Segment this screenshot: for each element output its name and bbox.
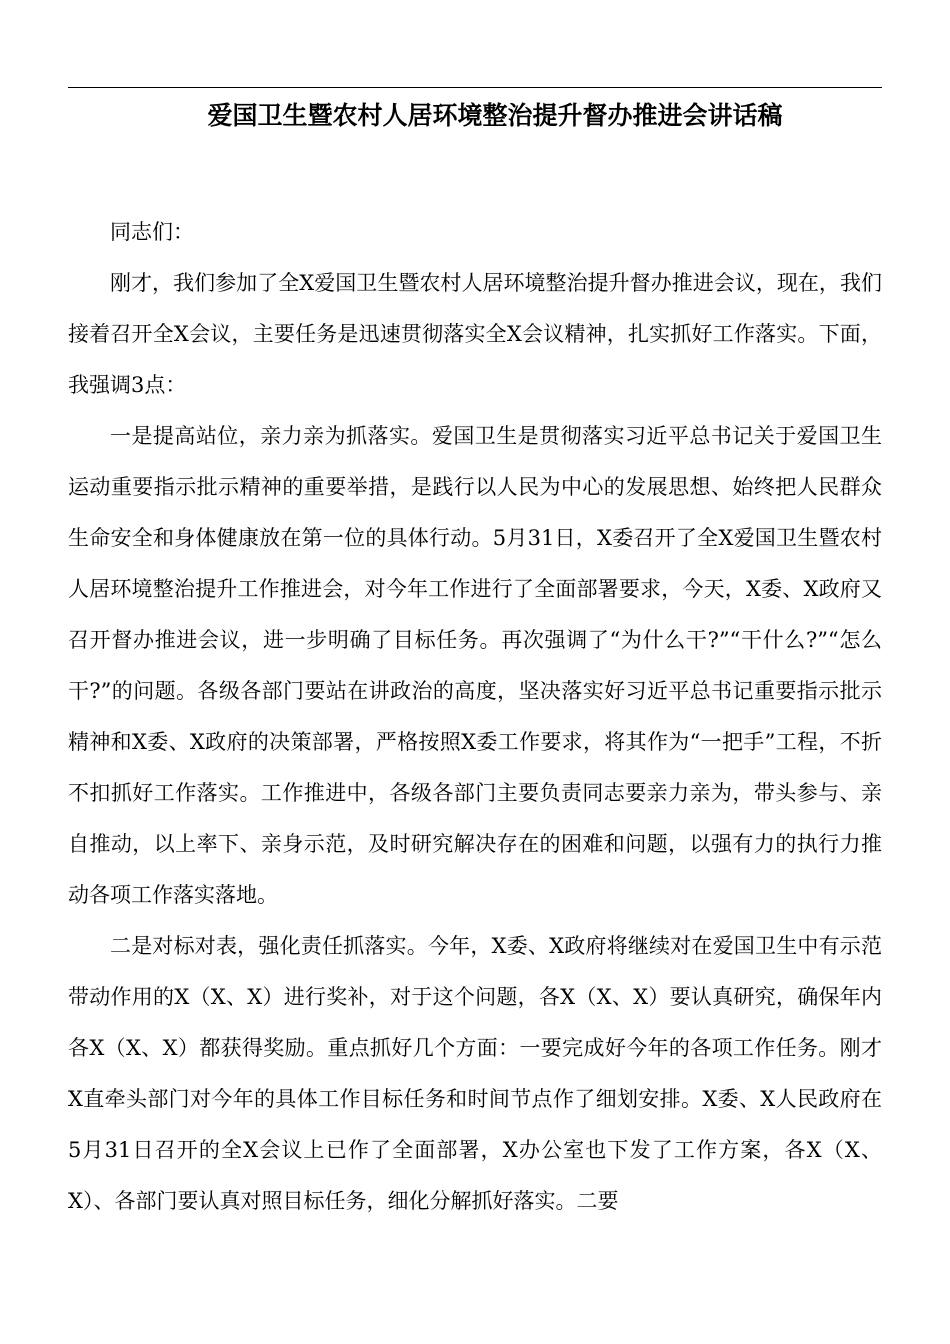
document-body bbox=[68, 207, 882, 1227]
greeting: 同志们： bbox=[110, 220, 194, 244]
document-title: 爱国卫生暨农村人居环境整治提升督办推进会讲话稿 bbox=[207, 101, 783, 130]
paragraph: 刚才，我们参加了全X爱国卫生暨农村人居环境整治提升督办推进会议，现在，我们接着召开全X会议，主要任务是迅速贯彻落实全X会议精神，扎实抓好工作落实。下面，我强调3点： bbox=[68, 271, 882, 397]
header-rule bbox=[68, 87, 882, 88]
paragraph: 二是对标对表，强化责任抓落实。今年，X委、X政府将继续对在爱国卫生中有示范带动作用的X（X、X）进行奖补，对于这个问题，各X（X、X）要认真研究，确保年内各X（X、X）都获得奖励。重点抓好几个方面：一要完成好今年的各项工作任务。刚才X直牵头部门对今年的具体工作目标任务和时间节点作了细划安排。X委、X人民政府在5月31日召开的全X会议上已作了全面部署，X办公室也下发了工作方案，各X（X、X）、各部门要认真对照目标任务，细化分解抓好落实。二要 bbox=[68, 934, 882, 1213]
paragraph: 一是提高站位，亲力亲为抓落实。爱国卫生是贯彻落实习近平总书记关于爱国卫生运动重要指示批示精神的重要举措，是践行以人民为中心的发展思想、始终把人民群众生命安全和身体健康放在第一位的具体行动。5月31日，X委召开了全X爱国卫生暨农村人居环境整治提升工作推进会，对今年工作进行了全面部署要求，今天，X委、X政府又召开督办推进会议，进一步明确了目标任务。再次强调了“为什么干?”“干什么?”“怎么干?”的问题。各级各部门要站在讲政治的高度，坚决落实好习近平总书记重要指示批示精神和X委、X政府的决策部署，严格按照X委工作要求，将其作为“一把手”工程，不折不扣抓好工作落实。工作推进中，各级各部门主要负责同志要亲力亲为，带头参与、亲自推动，以上率下、亲身示范，及时研究解决存在的困难和问题，以强有力的执行力推动各项工作落实落地。 bbox=[68, 424, 882, 907]
